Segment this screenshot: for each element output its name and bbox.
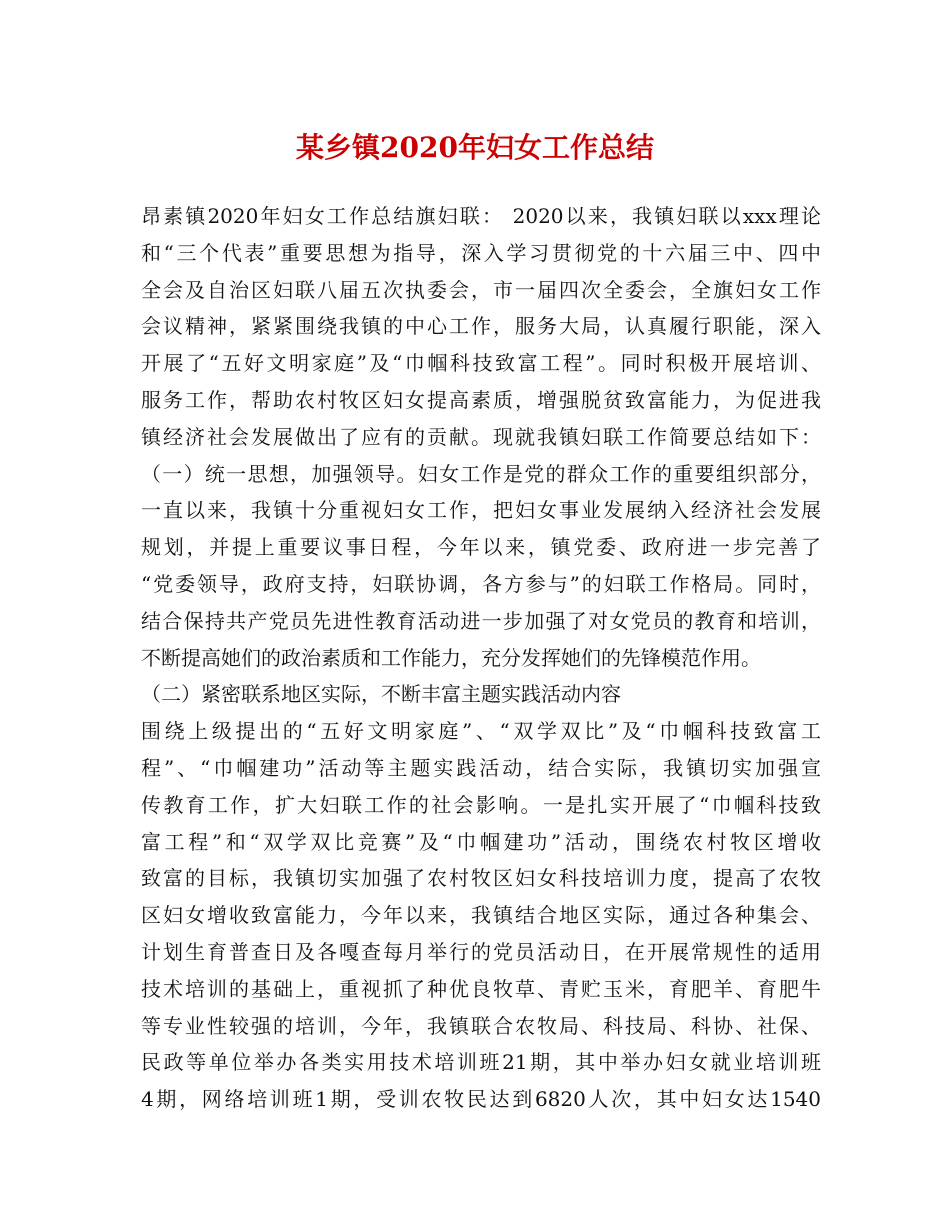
section-heading: （二）紧密联系地区实际，不断丰富主题实践活动内容	[141, 682, 621, 707]
text-line: 服务工作，帮助农村牧区妇女提高素质，增强脱贫致富能力，为促进我	[141, 387, 821, 412]
text-line: 全会及自治区妇联八届五次执委会，市一届四次全委会，全旗妇女工作	[141, 277, 821, 302]
text-line: 程”、“巾帼建功”活动等主题实践活动，结合实际，我镇切实加强宣	[141, 755, 821, 780]
text-line: 开展了“五好文明家庭”及“巾帼科技致富工程”。同时积极开展培训、	[141, 351, 821, 376]
text-line: 会议精神，紧紧围绕我镇的中心工作，服务大局，认真履行职能，深入	[141, 314, 821, 339]
text-line: 技术培训的基础上，重视抓了种优良牧草、青贮玉米，育肥羊、育肥牛	[141, 976, 821, 1001]
text-line: 民政等单位举办各类实用技术培训班21期，其中举办妇女就业培训班	[141, 1050, 821, 1075]
text-line: 4期，网络培训班1期，受训农牧民达到6820人次，其中妇女达1540	[141, 1087, 821, 1112]
text-line: 等专业性较强的培训，今年，我镇联合农牧局、科技局、科协、社保、	[141, 1013, 821, 1038]
text-line: 昂素镇2020年妇女工作总结旗妇联： 2020以来，我镇妇联以xxx理论	[141, 204, 821, 228]
text-line: 传教育工作，扩大妇联工作的社会影响。一是扎实开展了“巾帼科技致	[141, 792, 821, 817]
text-line: 镇经济社会发展做出了应有的贡献。现就我镇妇联工作简要总结如下：	[141, 424, 821, 449]
document-title: 某乡镇2020年妇女工作总结	[296, 131, 654, 164]
text-line: 一直以来，我镇十分重视妇女工作，把妇女事业发展纳入经济社会发展	[141, 498, 821, 523]
text-line: 规划，并提上重要议事日程，今年以来，镇党委、政府进一步完善了	[141, 535, 821, 560]
text-line: 富工程”和“双学双比竞赛”及“巾帼建功”活动，围绕农村牧区增收	[141, 829, 821, 854]
text-line: 结合保持共产党员先进性教育活动进一步加强了对女党员的教育和培训，	[141, 608, 821, 633]
text-line: 不断提高她们的政治素质和工作能力，充分发挥她们的先锋模范作用。	[141, 645, 761, 670]
text-line: 和“三个代表”重要思想为指导，深入学习贯彻党的十六届三中、四中	[141, 240, 821, 265]
text-line: “党委领导，政府支持，妇联协调，各方参与”的妇联工作格局。同时，	[141, 571, 821, 596]
text-line: 计划生育普查日及各嘎查每月举行的党员活动日，在开展常规性的适用	[141, 939, 821, 964]
text-line: （一）统一思想，加强领导。妇女工作是党的群众工作的重要组织部分，	[141, 461, 821, 486]
text-line: 区妇女增收致富能力，今年以来，我镇结合地区实际，通过各种集会、	[141, 903, 821, 928]
document-body	[141, 198, 821, 1118]
text-line: 围绕上级提出的“五好文明家庭”、“双学双比”及“巾帼科技致富工	[141, 719, 821, 744]
text-line: 致富的目标，我镇切实加强了农村牧区妇女科技培训力度，提高了农牧	[141, 866, 821, 891]
